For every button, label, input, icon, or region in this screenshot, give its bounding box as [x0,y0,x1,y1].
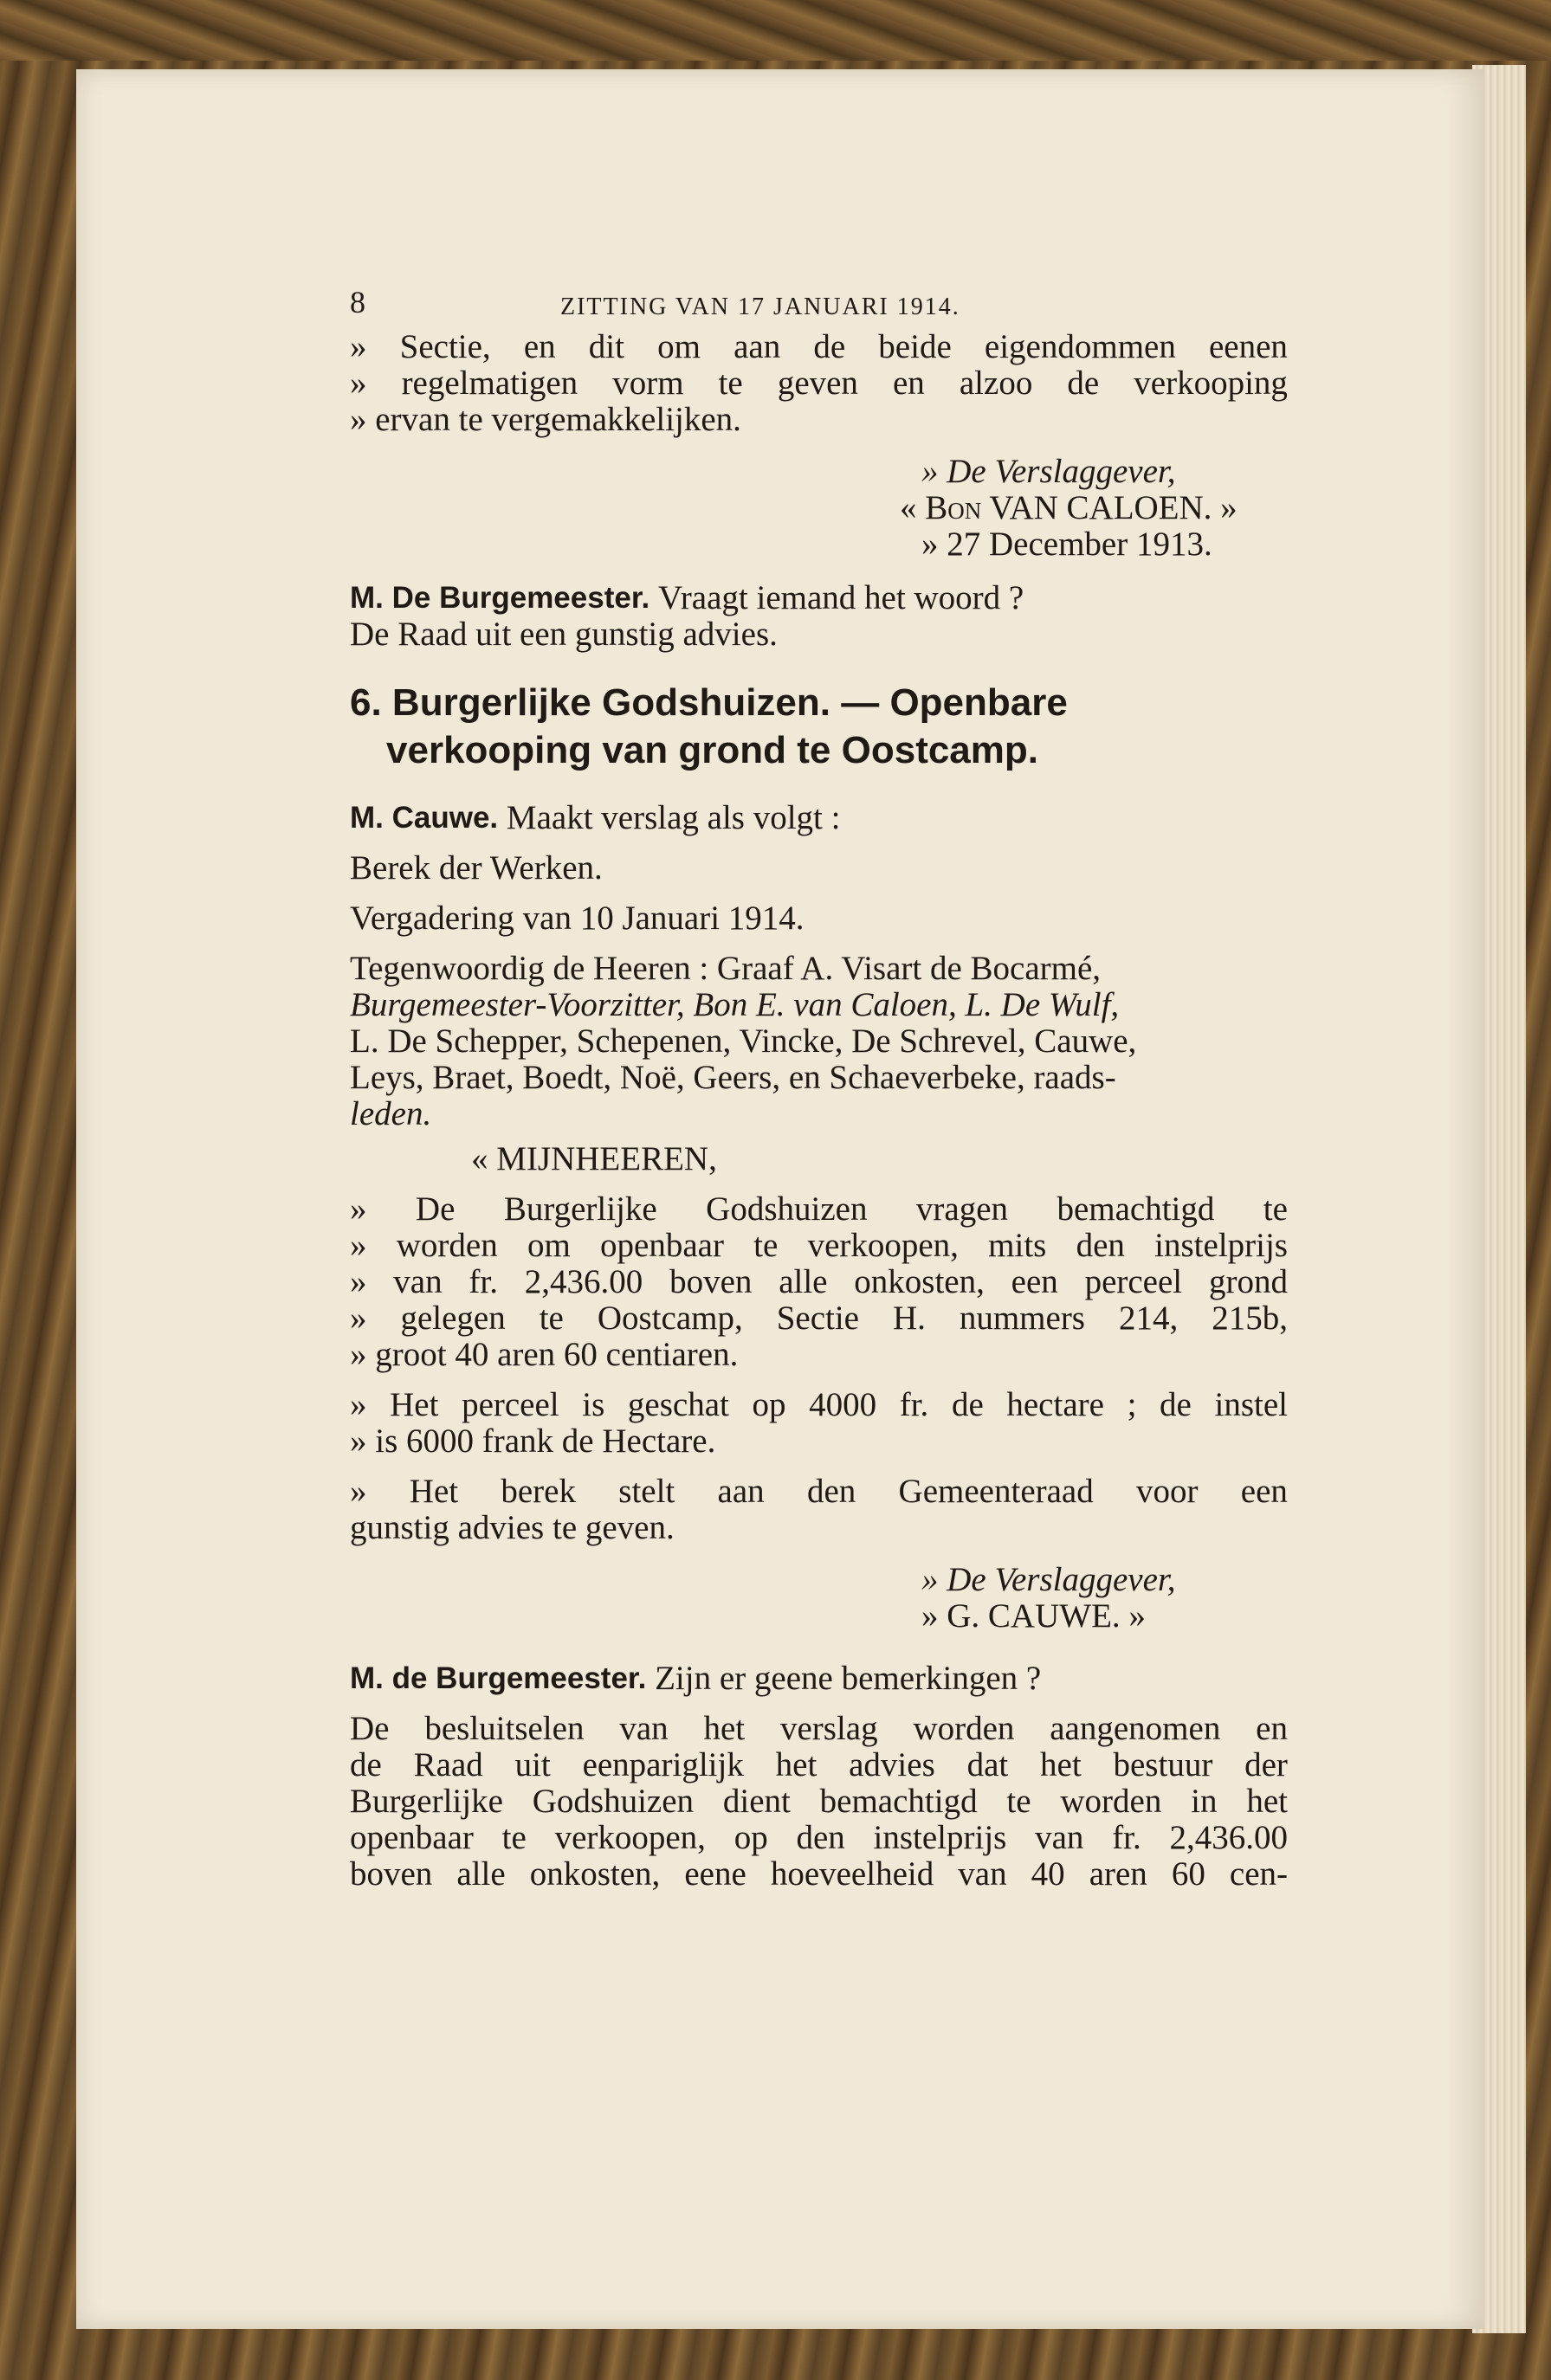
page-number: 8 [350,285,367,319]
attendance-line: leden. [350,1095,432,1132]
text-line: Vergadering van 10 Januari 1914. [350,900,805,937]
salutation: « MIJNHEEREN, [471,1140,717,1177]
signature-role: » De Verslaggever, [921,453,1176,490]
text-line: De Raad uit een gunstig advies. [350,616,778,653]
section-heading [350,679,1288,774]
text-line: De besluitselen van het verslag worden aangenomen en [350,1710,1288,1747]
text-line: » Sectie, en dit om aan de beide eigendommen eenen [350,328,1288,365]
mayor-conclusion [350,1661,1288,1893]
report-line: » Het berek stelt aan den Gemeenteraad voor een [350,1473,1288,1510]
attendance-line: Leys, Braet, Boedt, Noë, Geers, en Schaeverbeke, raads- [350,1059,1116,1096]
report-line: » Het perceel is geschat op 4000 fr. de hectare ; de instel [350,1386,1288,1423]
text-line: » regelmatigen vorm te geven en alzoo de verkooping [350,364,1288,402]
book-cover-top-edge [0,0,1551,61]
speaker-name: M. De Burgemeester. [350,581,650,615]
section-heading-line: verkooping van grond te Oostcamp. [386,729,1039,771]
cauwe-report [350,800,1288,1635]
mayor-question [350,580,1288,653]
report-line: gunstig advies te geven. [350,1509,675,1546]
speech-text: Maakt verslag als volgt : [506,799,841,836]
report-continuation [350,329,1288,563]
signature-role: » De Verslaggever, [921,1561,1176,1598]
report-line: » groot 40 aren 60 centiaren. [350,1336,739,1373]
text-line: Berek der Werken. [350,849,603,887]
text-line: openbaar te verkoopen, op den instelprijs van fr. 2,436.00 [350,1819,1288,1856]
page-header [350,277,1288,329]
speech-text: Vraagt iemand het woord ? [658,579,1024,616]
report-line: » van fr. 2,436.00 boven alle onkosten, een perceel grond [350,1263,1288,1300]
report-line: » is 6000 frank de Hectare. [350,1422,716,1460]
signature-name: « Bon VAN CALOEN. » [900,489,1238,526]
report-line: » De Burgerlijke Godshuizen vragen bemachtigd te [350,1190,1288,1228]
report-line: » gelegen te Oostcamp, Sectie H. nummers 214, 215b, [350,1300,1288,1337]
signature-name: » G. CAUWE. » [921,1597,1146,1635]
attendance-line: Tegenwoordig de Heeren : Graaf A. Visart de Bocarmé, [350,950,1102,987]
report-line: » worden om openbaar te verkoopen, mits den instelprijs [350,1227,1288,1264]
signature-date: » 27 December 1913. [921,526,1212,563]
speaker-name: M. Cauwe. [350,801,499,835]
text-line: boven alle onkosten, eene hoeveelheid van 40 aren 60 cen- [350,1855,1288,1893]
page-text [350,277,1288,1893]
speaker-name: M. de Burgemeester. [350,1661,647,1695]
text-line: Burgerlijke Godshuizen dient bemachtigd te worden in het [350,1783,1288,1820]
text-line: » ervan te vergemakkelijken. [350,401,741,438]
speech-text: Zijn er geene bemerkingen ? [655,1660,1042,1697]
text-line: de Raad uit eenpariglijk het advies dat het bestuur der [350,1746,1288,1783]
running-title: ZITTING VAN 17 JANUARI 1914. [560,293,960,320]
section-heading-line: 6. Burgerlijke Godshuizen. — Openbare [350,681,1068,724]
attendance-line: L. De Schepper, Schepenen, Vincke, De Schrevel, Cauwe, [350,1022,1137,1060]
attendance-line: Burgemeester-Voorzitter, Bon E. van Caloen, L. De Wulf, [350,986,1120,1023]
